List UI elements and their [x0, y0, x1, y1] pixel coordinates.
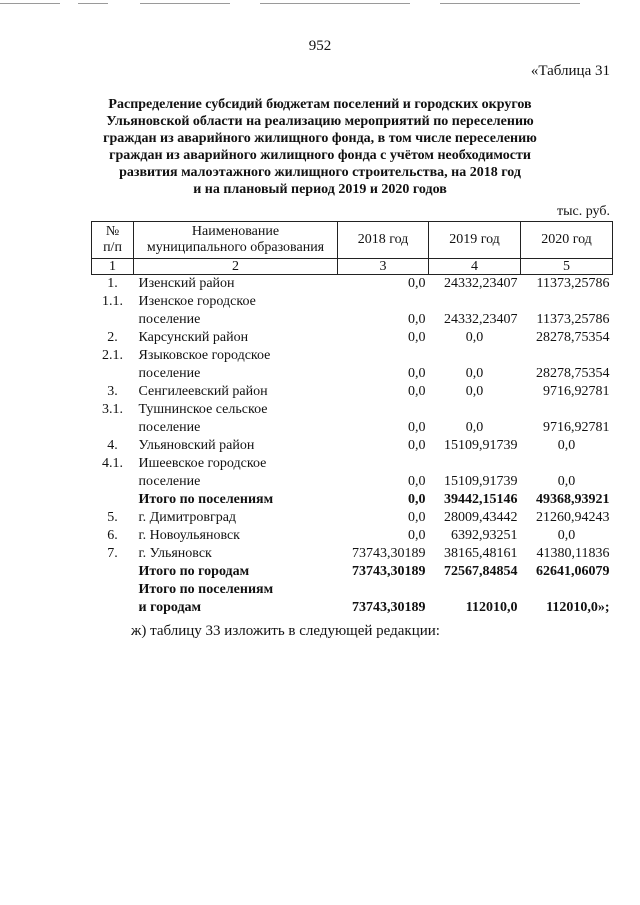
municipality-name — [134, 527, 338, 545]
footer-note: ж) таблицу 33 изложить в следующей редакции: — [131, 623, 440, 639]
municipality-name — [134, 329, 338, 347]
table-row — [92, 347, 613, 383]
value-2020: 11373,25786 — [536, 312, 610, 327]
municipality-name — [134, 491, 338, 509]
subsidy-table — [91, 221, 613, 617]
value-2019: 72567,84854 — [444, 564, 518, 579]
value-2020: 0,0 — [557, 528, 576, 543]
scan-artifact-line — [260, 3, 410, 4]
row-number: 2.1. — [102, 348, 123, 363]
header-number — [92, 222, 134, 259]
municipality-name-line: поселение — [138, 366, 201, 381]
municipality-name-line: г. Ульяновск — [138, 546, 212, 561]
value-2019: 15109,91739 — [444, 438, 518, 453]
units-label: тыс. руб. — [557, 204, 610, 219]
header-name-line: муниципального образования — [146, 240, 325, 255]
row-number: 5. — [107, 510, 118, 525]
value-2018: 0,0 — [408, 438, 426, 453]
value-2018: 0,0 — [408, 384, 426, 399]
table-row — [92, 509, 613, 527]
municipality-name — [134, 275, 338, 294]
municipality-name-line: и городам — [138, 600, 202, 615]
value-2019: 0,0 — [465, 384, 484, 399]
municipality-name-line: г. Димитровград — [138, 510, 237, 525]
column-number: 1 — [92, 259, 134, 275]
row-number: 1.1. — [102, 294, 123, 309]
table-row — [92, 563, 613, 581]
value-2019: 6392,93251 — [451, 528, 518, 543]
header-number-line: п/п — [103, 240, 122, 255]
value-2020: 9716,92781 — [543, 384, 610, 399]
header-name — [134, 222, 338, 259]
row-number: 6. — [107, 528, 118, 543]
row-number — [92, 491, 134, 509]
scan-artifact-line — [440, 3, 580, 4]
value-2018: 0,0 — [408, 492, 426, 507]
municipality-name-line: Сенгилеевский район — [138, 384, 268, 399]
page-number: 952 — [308, 38, 332, 54]
title-line: граждан из аварийного жилищного фонда с учётом необходимости — [109, 148, 531, 163]
municipality-name-line: Изенское городское — [138, 294, 256, 309]
municipality-name — [134, 437, 338, 455]
table-body — [92, 275, 613, 618]
header-number-line: № — [105, 224, 120, 239]
table-row — [92, 527, 613, 545]
header-2018: 2018 год — [338, 222, 429, 259]
municipality-name-line: Ульяновский район — [138, 438, 255, 453]
value-2020: 28278,75354 — [536, 330, 610, 345]
row-number: 1. — [107, 276, 118, 291]
value-2020: 0,0 — [557, 438, 576, 453]
table-row — [92, 383, 613, 401]
row-number: 3. — [107, 384, 118, 399]
value-2018: 0,0 — [408, 276, 426, 291]
header-2020: 2020 год — [521, 222, 613, 259]
column-number: 4 — [429, 259, 521, 275]
municipality-name-line: Карсунский район — [138, 330, 249, 345]
value-2020: 41380,11836 — [536, 546, 610, 561]
value-2019: 24332,23407 — [444, 312, 518, 327]
value-2018: 0,0 — [408, 330, 426, 345]
value-2018: 0,0 — [408, 528, 426, 543]
municipality-name — [134, 383, 338, 401]
municipality-name-line: г. Новоульяновск — [138, 528, 240, 543]
table-row — [92, 275, 613, 294]
row-number — [92, 563, 134, 581]
municipality-name — [134, 401, 338, 437]
row-number: 2. — [107, 330, 118, 345]
municipality-name — [134, 509, 338, 527]
table-row — [92, 545, 613, 563]
municipality-name-line: Тушнинское сельское — [138, 402, 268, 417]
scan-artifact-line — [78, 3, 108, 4]
value-2018: 73743,30189 — [352, 564, 426, 579]
title-line: граждан из аварийного жилищного фонда, в том числе переселению — [103, 131, 537, 146]
value-2020: 11373,25786 — [536, 276, 610, 291]
value-2020: 28278,75354 — [536, 366, 610, 381]
scan-artifact-line — [0, 3, 60, 4]
table-row — [92, 329, 613, 347]
scan-artifact-line — [140, 3, 230, 4]
municipality-name-line: Итого по поселениям — [138, 492, 274, 507]
value-2019: 0,0 — [465, 330, 484, 345]
value-2020: 62641,06079 — [536, 564, 610, 579]
municipality-name — [134, 293, 338, 329]
column-number: 5 — [521, 259, 613, 275]
row-number: 4.1. — [102, 456, 123, 471]
value-2020: 49368,93921 — [536, 492, 610, 507]
value-2020: 21260,94243 — [536, 510, 610, 525]
row-number: 7. — [107, 546, 118, 561]
table-tag: «Таблица 31 — [530, 63, 610, 79]
table-row — [92, 293, 613, 329]
table-row — [92, 491, 613, 509]
municipality-name — [134, 347, 338, 383]
municipality-name-line: Ишеевское городское — [138, 456, 267, 471]
value-2019: 15109,91739 — [444, 474, 518, 489]
municipality-name-line: Языковское городское — [138, 348, 271, 363]
municipality-name — [134, 581, 338, 617]
value-2020: 9716,92781 — [543, 420, 610, 435]
column-number-row — [92, 259, 613, 275]
value-2019: 39442,15146 — [444, 492, 518, 507]
value-2018: 0,0 — [408, 312, 426, 327]
value-2019: 38165,48161 — [444, 546, 518, 561]
value-2018: 0,0 — [408, 420, 426, 435]
title-line: Распределение субсидий бюджетам поселений и городских округов — [108, 97, 532, 112]
row-number: 4. — [107, 438, 118, 453]
value-2018: 0,0 — [408, 366, 426, 381]
table-header-row — [92, 222, 613, 259]
table-row — [92, 581, 613, 617]
title-line: Ульяновской области на реализацию мероприятий по переселению — [106, 114, 534, 129]
row-number: 3.1. — [102, 402, 123, 417]
municipality-name-line: поселение — [138, 474, 201, 489]
title-line: развития малоэтажного жилищного строительства, на 2018 год — [119, 165, 521, 180]
value-2019: 0,0 — [465, 366, 484, 381]
value-2019: 24332,23407 — [444, 276, 518, 291]
value-2020: 112010,0»; — [546, 600, 610, 615]
table-row — [92, 437, 613, 455]
value-2020: 0,0 — [557, 474, 576, 489]
document-title — [60, 96, 580, 198]
value-2018: 0,0 — [408, 510, 426, 525]
header-name-line: Наименование — [191, 224, 280, 239]
municipality-name-line: Итого по городам — [138, 564, 250, 579]
municipality-name-line: поселение — [138, 420, 201, 435]
value-2018: 73743,30189 — [352, 546, 426, 561]
municipality-name — [134, 545, 338, 563]
municipality-name-line: Итого по поселениям — [138, 582, 274, 597]
municipality-name — [134, 455, 338, 491]
value-2018: 73743,30189 — [352, 600, 426, 615]
municipality-name-line: поселение — [138, 312, 201, 327]
municipality-name — [134, 563, 338, 581]
municipality-name-line: Изенский район — [138, 276, 235, 291]
column-number: 3 — [338, 259, 429, 275]
value-2018: 0,0 — [408, 474, 426, 489]
value-2019: 28009,43442 — [444, 510, 518, 525]
column-number: 2 — [134, 259, 338, 275]
table-row — [92, 455, 613, 491]
value-2019: 0,0 — [465, 420, 484, 435]
header-2019: 2019 год — [429, 222, 521, 259]
title-line: и на плановый период 2019 и 2020 годов — [193, 182, 447, 197]
value-2019: 112010,0 — [465, 600, 518, 615]
table-row — [92, 401, 613, 437]
row-number — [92, 581, 134, 617]
